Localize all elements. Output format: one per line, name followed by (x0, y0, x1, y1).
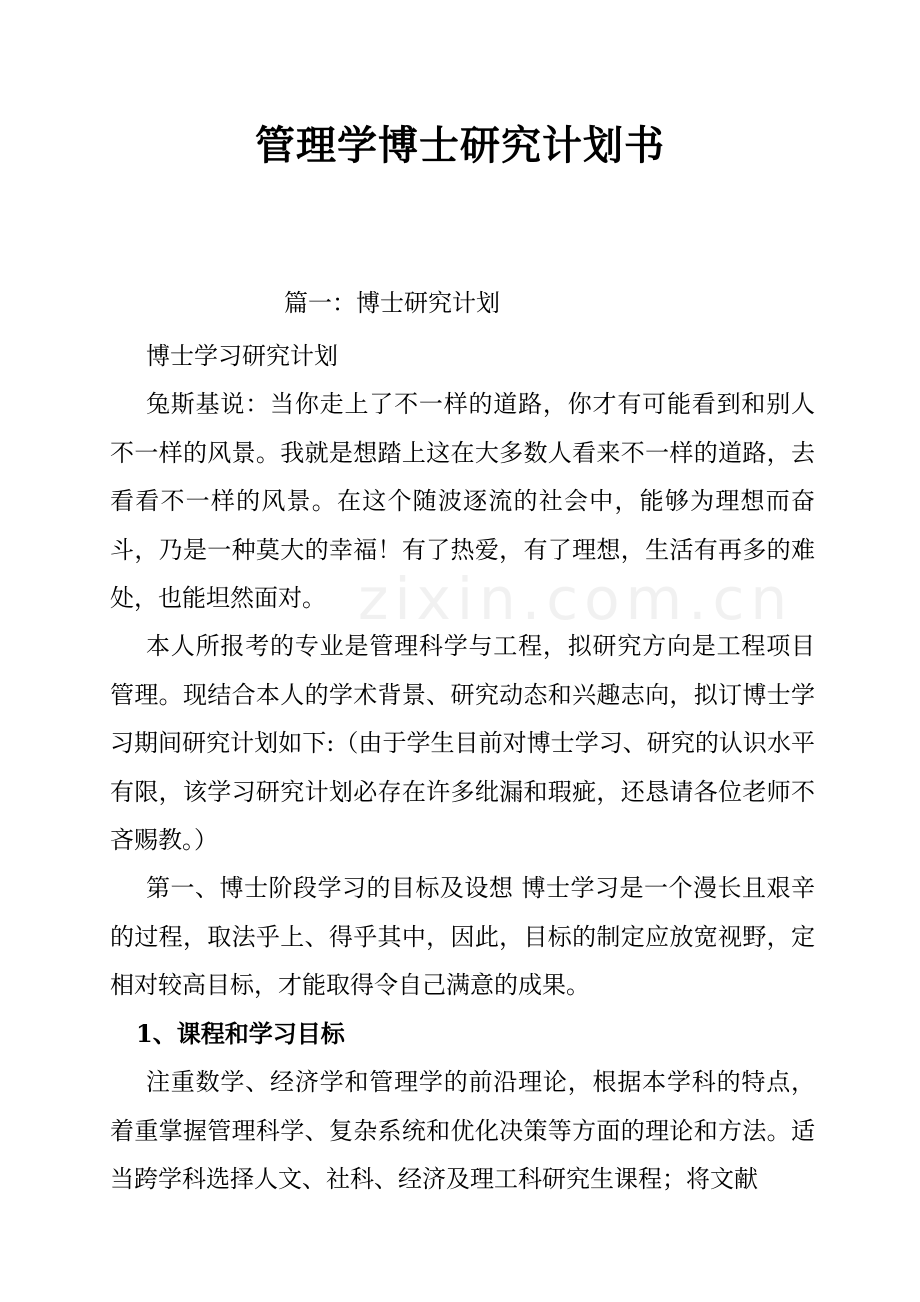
paragraph-intro: 兔斯基说：当你走上了不一样的道路，你才有可能看到和别人不一样的风景。我就是想踏上这在大多数人看来不一样的道路，去看看不一样的风景。在这个随波逐流的社会中，能够为理想而奋斗，乃是一种莫大的幸福！有了热爱，有了理想，生活有再多的难处，也能坦然面对。 (110, 390, 815, 613)
paragraph-goals: 第一、博士阶段学习的目标及设想 博士学习是一个漫长且艰辛的过程，取法乎上、得乎其中，因此，目标的制定应放宽视野，定相对较高目标，才能取得令自己满意的成果。 (110, 874, 815, 1000)
document-body (110, 332, 815, 1203)
document-title: 管理学博士研究计划书 (255, 122, 665, 169)
watermark: zixin.com.cn (358, 565, 794, 633)
subheading-courses: 1、课程和学习目标 (136, 1018, 345, 1048)
paragraph-plan-heading: 博士学习研究计划 (146, 342, 338, 370)
paragraph-courses: 注重数学、经济学和管理学的前沿理论，根据本学科的特点，着重掌握管理科学、复杂系统和优化决策等方面的理论和方法。适当跨学科选择人文、社科、经济及理工科研究生课程；将文献 (110, 1068, 815, 1193)
paragraph-major: 本人所报考的专业是管理科学与工程，拟研究方向是工程项目管理。现结合本人的学术背景、研究动态和兴趣志向，拟订博士学习期间研究计划如下:（由于学生目前对博士学习、研究的认识水平有限，该学习研究计划必存在许多纰漏和瑕疵，还恳请各位老师不吝赐教。） (110, 632, 815, 855)
section-heading: 篇一：博士研究计划 (284, 289, 500, 317)
